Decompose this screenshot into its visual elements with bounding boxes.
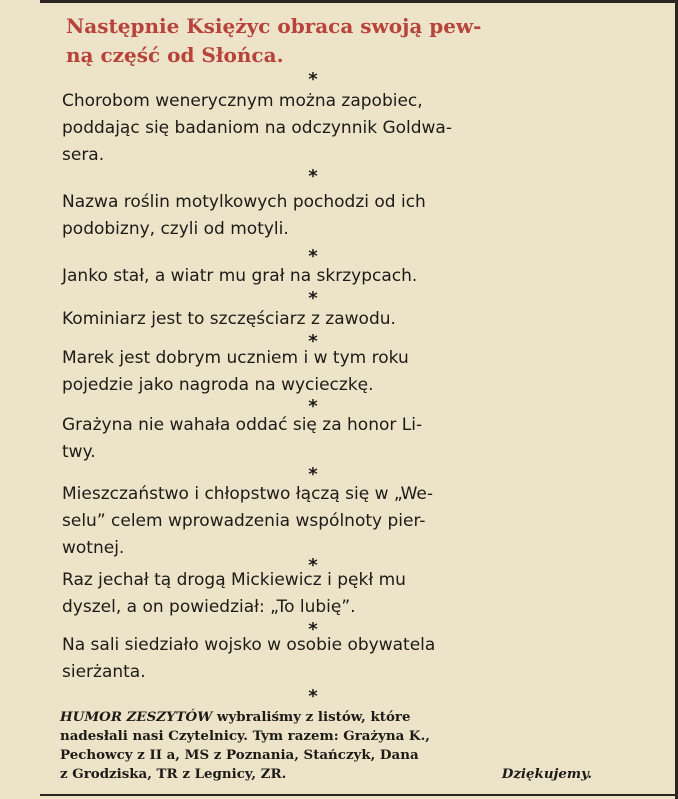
joke-line: twy. <box>62 442 96 462</box>
joke-item-5 <box>62 345 590 399</box>
top-rule <box>40 0 678 3</box>
separator-star-icon: * <box>308 396 318 417</box>
joke-item-1 <box>62 88 590 169</box>
separator-star-icon: * <box>308 69 318 90</box>
joke-item-7 <box>62 481 590 562</box>
joke-line: Janko stał, a wiatr mu grał na skrzypcach. <box>62 266 418 286</box>
joke-line: dyszel, a on powiedział: „To lubię”. <box>62 597 356 617</box>
separator-star-icon: * <box>308 166 318 187</box>
joke-line: podobizny, czyli od motyli. <box>62 219 289 239</box>
lead-line-2: ną część od Słońca. <box>66 43 284 67</box>
separator-star-icon: * <box>308 686 318 707</box>
separator-star-icon: * <box>308 464 318 485</box>
separator-star-icon: * <box>308 331 318 352</box>
joke-line: wotnej. <box>62 538 125 558</box>
joke-line: Kominiarz jest to szczęściarz z zawodu. <box>62 309 396 329</box>
joke-line: Chorobom wenerycznym można zapobiec, <box>62 91 423 111</box>
joke-item-8 <box>62 567 590 621</box>
footer-label: HUMOR ZESZYTÓW <box>60 709 213 725</box>
joke-item-9 <box>62 632 590 686</box>
separator-star-icon: * <box>308 619 318 640</box>
separator-star-icon: * <box>308 246 318 267</box>
joke-item-2 <box>62 189 590 243</box>
footer-thanks: Dziękujemy. <box>501 766 592 782</box>
separator-star-icon: * <box>308 288 318 309</box>
footer-line-1-rest: wybraliśmy z listów, które <box>212 709 411 725</box>
joke-line: pojedzie jako nagroda na wycieczkę. <box>62 375 374 395</box>
joke-item-6 <box>62 412 590 466</box>
joke-line: sierżanta. <box>62 662 146 682</box>
joke-line: Na sali siedziało wojsko w osobie obywatela <box>62 635 436 655</box>
joke-item-3 <box>62 263 590 290</box>
joke-line: Nazwa roślin motylkowych pochodzi od ich <box>62 192 426 212</box>
separator-star-icon: * <box>308 555 318 576</box>
joke-line: poddając się badaniom na odczynnik Goldwa- <box>62 118 452 138</box>
joke-line: Grażyna nie wahała oddać się za honor Li- <box>62 415 423 435</box>
lead-line-1: Następnie Księżyc obraca swoją pew- <box>66 14 482 38</box>
footer-line-1 <box>60 708 592 727</box>
footer-line-2: nadesłali nasi Czytelnicy. Tym razem: Grażyna K., <box>60 728 430 744</box>
joke-line: selu” celem wprowadzenia wspólnoty pier- <box>62 511 426 531</box>
footer-line-3: Pechowcy z II a, MS z Poznania, Stańczyk, Dana <box>60 747 419 763</box>
footer-line-4 <box>60 765 592 784</box>
joke-line: sera. <box>62 145 105 165</box>
joke-item-4 <box>62 306 590 333</box>
joke-line: Raz jechał tą drogą Mickiewicz i pękł mu <box>62 570 406 590</box>
credits-footer <box>60 708 592 784</box>
lead-paragraph <box>66 12 606 70</box>
joke-line: Mieszczaństwo i chłopstwo łączą się w „We- <box>62 484 434 504</box>
footer-line-4-text: z Grodziska, TR z Legnicy, ZR. <box>60 766 287 782</box>
joke-line: Marek jest dobrym uczniem i w tym roku <box>62 348 409 368</box>
bottom-rule <box>40 794 678 796</box>
